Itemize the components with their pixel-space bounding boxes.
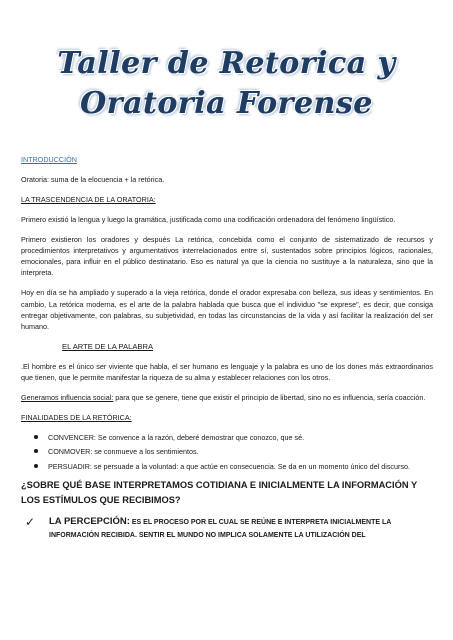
paragraph-lengua: Primero existió la lengua y luego la gramática, justificada como una codificación ordenadora del fenómeno lingüístico.	[21, 214, 396, 224]
finalidades-heading: FINALIDADES DE LA RETÓRICA:	[21, 413, 132, 423]
title-line-2: Oratoria Forense	[80, 86, 373, 121]
percepcion-text: ES EL PROCESO POR EL CUAL SE REÚNE E INTERPRETA INICIALMENTE LA INFORMACIÓN RECIBIDA. SENTIR EL MUNDO NO IMPLICA SOLAMENTE LA UTILIZACIÓN DEL	[49, 519, 392, 540]
paragraph-retorica-moderna: Hoy en día se ha ampliado y superado a la vieja retórica, donde el orador expresaba con belleza, sus ideas y sentimientos. En cambio, La retórica moderna, es el arte de la palabra hablada que busca que el individuo "se exprese", es decir, que consiga entregar objetivamente, con palabras, su subjetividad, en todas las circunstancias de la vida y así facilitar la realización del ser humano.	[21, 288, 433, 332]
list-item	[34, 446, 433, 457]
finalidades-list	[21, 432, 433, 472]
title-line-1: Taller de Retorica y	[57, 46, 396, 81]
percepcion-lead: LA PERCEPCIÓN:	[49, 516, 130, 528]
paragraph-hombre-habla: .El hombre es el único ser viviente que habla, el ser humano es lenguaje y la palabra es uno de los dones más extraordinarios que tienen, que le permite manifestar la riqueza de su alma y establecer relaciones con los otros.	[21, 362, 433, 383]
bullet-icon	[34, 435, 38, 439]
document-body	[21, 154, 433, 542]
arte-palabra-heading: EL ARTE DE LA PALABRA	[62, 342, 154, 352]
percepcion-item	[21, 516, 433, 542]
trascendencia-heading: LA TRASCENDENCIA DE LA ORATORIA:	[21, 194, 156, 204]
influencia-social-lead: Generamos influencia social:	[21, 393, 114, 403]
document-title	[0, 44, 453, 124]
paragraph-oradores: Primero existieron los oradores y después La retórica, concebida como el conjunto de sistematizado de recursos y procedimientos interpretativos y argumentativos interrelacionados entre sí, sustentados sobre principios lógicos, racionales, emocionales, para influir en el público destinatario. Eso es natural ya que la ciencia no sustituye a la naturaleza, sino que la interpreta.	[21, 234, 433, 278]
bullet-icon	[34, 464, 38, 468]
bullet-icon	[34, 449, 38, 453]
oratoria-definition: Oratoria: suma de la elocuencia + la retórica.	[21, 174, 165, 184]
list-item-text: PERSUADIR: se persuade a la voluntad: a que actúe en consecuencia. Se da en un momento único del discurso.	[48, 461, 410, 471]
list-item	[34, 432, 433, 443]
checkmark-icon: ✓	[25, 515, 36, 530]
paragraph-influencia-social	[21, 392, 433, 403]
influencia-social-text: para que se genere, tiene que existir el principio de libertad, sino no es influencia, sería coacción.	[113, 393, 426, 403]
question-heading: ¿SOBRE QUÉ BASE INTERPRETAMOS COTIDIANA E INICIALMENTE LA INFORMACIÓN Y LOS ESTÍMULOS QUE RECIBIMOS?	[21, 479, 417, 505]
list-item-text: CONVENCER: Se convence a la razón, deberé demostrar que conozco, que sé.	[48, 432, 305, 442]
list-item	[34, 461, 433, 472]
intro-heading-link[interactable]: INTRODUCCIÓN	[21, 155, 77, 164]
list-item-text: CONMOVER: se conmueve a los sentimientos.	[48, 447, 199, 457]
